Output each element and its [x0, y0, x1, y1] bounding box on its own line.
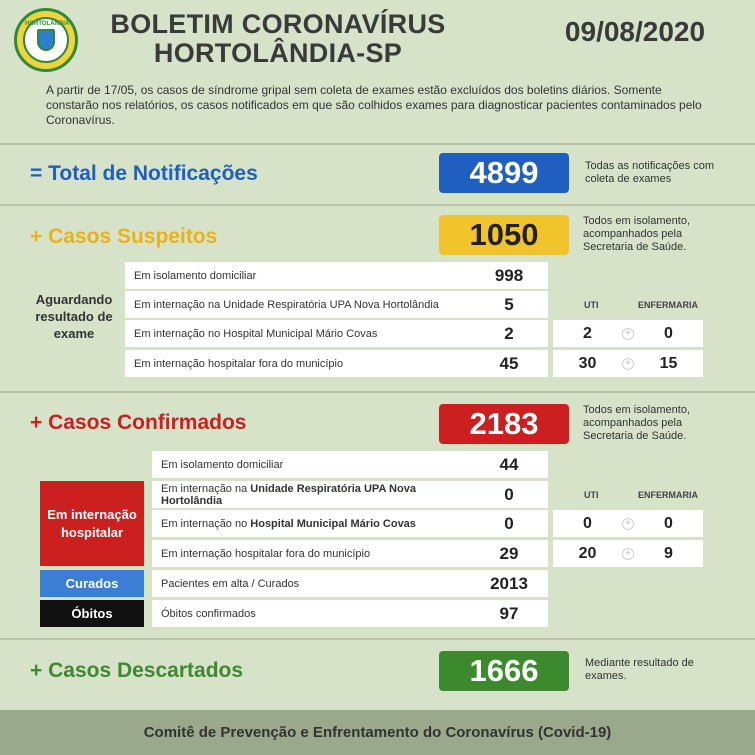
row-value: 97 — [499, 603, 519, 623]
uti-column-header: UTI — [584, 490, 599, 500]
notificacoes-note: Todas as notificações com coleta de exames — [585, 160, 715, 185]
row-label: Em isolamento domiciliar — [161, 458, 284, 471]
notificacoes-title: = Total de Notificações — [30, 162, 258, 185]
confirmados-row — [152, 540, 548, 567]
footer-committee: Comitê de Prevenção e Enfrentamento do Coronavírus (Covid-19) — [0, 710, 755, 755]
title-line-1: BOLETIM CORONAVÍRUS — [110, 9, 446, 39]
row-value: 0 — [504, 513, 514, 533]
uti-column-header: UTI — [584, 300, 599, 310]
confirmados-total-box: 2183 — [439, 404, 569, 444]
confirmados-fora-split — [553, 540, 703, 567]
descartados-total-box: 1666 — [439, 651, 569, 691]
row-value: 5 — [504, 294, 514, 314]
row-label-bold: Hospital Municipal Mário Covas — [250, 517, 416, 530]
divider — [0, 391, 755, 393]
row-label: Em internação no Hospital Municipal Mário Covas — [134, 327, 378, 340]
shield-icon — [37, 29, 55, 51]
enfermaria-value: 0 — [664, 514, 673, 532]
bulletin-date: 09/08/2020 — [564, 16, 706, 47]
logo-text: HORTOLÂNDIA — [25, 21, 70, 27]
page-title — [88, 10, 468, 68]
confirmados-row — [152, 481, 548, 508]
suspeitos-title: + Casos Suspeitos — [30, 225, 218, 248]
suspeitos-fora-split — [553, 350, 703, 377]
row-value: 44 — [499, 454, 519, 474]
enfermaria-value: 9 — [664, 544, 673, 562]
obitos-side-label: Óbitos — [40, 600, 144, 627]
row-label: Em isolamento domiciliar — [134, 269, 257, 282]
confirmados-row — [152, 510, 548, 537]
uti-value: 2 — [583, 324, 592, 342]
row-value: 29 — [499, 543, 519, 563]
row-label — [152, 483, 470, 507]
row-label: Óbitos confirmados — [161, 607, 256, 620]
row-label: Em internação hospitalar fora do município — [161, 547, 371, 560]
suspeitos-row — [125, 350, 548, 377]
row-label-prefix: Em internação na — [161, 482, 251, 495]
row-value: 2013 — [490, 573, 528, 593]
uti-value: 20 — [578, 544, 597, 562]
row-value: 2 — [504, 323, 514, 343]
aguardando-label: Aguardando resultado de exame — [35, 292, 113, 341]
divider — [0, 143, 755, 145]
plus-icon: + — [622, 548, 634, 560]
suspeitos-row — [125, 320, 548, 347]
plus-icon: + — [622, 328, 634, 340]
plus-icon: + — [622, 358, 634, 370]
suspeitos-note: Todos em isolamento, acompanhados pela Secretaria de Saúde. — [583, 215, 690, 253]
suspeitos-row — [125, 291, 548, 318]
row-value: 998 — [494, 265, 524, 285]
enfermaria-column-header: ENFERMARIA — [638, 300, 698, 310]
enfermaria-value: 0 — [664, 324, 673, 342]
confirmados-hmmc-split — [553, 510, 703, 537]
uti-value: 30 — [578, 354, 597, 372]
row-label: Pacientes em alta / Curados — [161, 577, 300, 590]
enfermaria-value: 15 — [659, 354, 678, 372]
divider — [0, 204, 755, 206]
confirmados-row — [152, 570, 548, 597]
divider — [0, 638, 755, 640]
row-label — [152, 518, 470, 530]
descartados-note: Mediante resultado de exames. — [585, 657, 694, 682]
confirmados-row — [152, 600, 548, 627]
row-value: 0 — [504, 484, 514, 504]
row-label: Em internação na Unidade Respiratória UPA Nova Hortolândia — [134, 298, 439, 311]
row-value: 45 — [499, 353, 519, 373]
row-label-prefix: Em internação no — [161, 517, 251, 530]
confirmados-row — [152, 451, 548, 478]
city-logo — [14, 8, 78, 72]
intro-text: A partir de 17/05, os casos de síndrome gripal sem coleta de exames estão excluídos dos boletins diários. Somente constarão nos relatórios, os casos notificados em que são colhidos exames para diagnosticar pacientes contaminados pelo Coronavírus. — [46, 83, 702, 127]
notificacoes-total-box: 4899 — [439, 153, 569, 193]
suspeitos-total-box: 1050 — [439, 215, 569, 255]
row-label: Em internação hospitalar fora do município — [134, 357, 344, 370]
confirmados-note: Todos em isolamento, acompanhados pela Secretaria de Saúde. — [583, 404, 690, 442]
curados-side-label: Curados — [40, 570, 144, 597]
logo-emblem — [23, 17, 69, 63]
suspeitos-row — [125, 262, 548, 289]
descartados-title: + Casos Descartados — [30, 659, 244, 682]
confirmados-title: + Casos Confirmados — [30, 411, 247, 434]
suspeitos-hmmc-split — [553, 320, 703, 347]
plus-icon: + — [622, 518, 634, 530]
internacao-side-label: Em internação hospitalar — [40, 481, 144, 566]
enfermaria-column-header: ENFERMARIA — [638, 490, 698, 500]
uti-value: 0 — [583, 514, 592, 532]
title-line-2: HORTOLÂNDIA-SP — [153, 38, 403, 68]
row-label-bold: Unidade Respiratória UPA Nova Hortolândia — [161, 482, 416, 507]
